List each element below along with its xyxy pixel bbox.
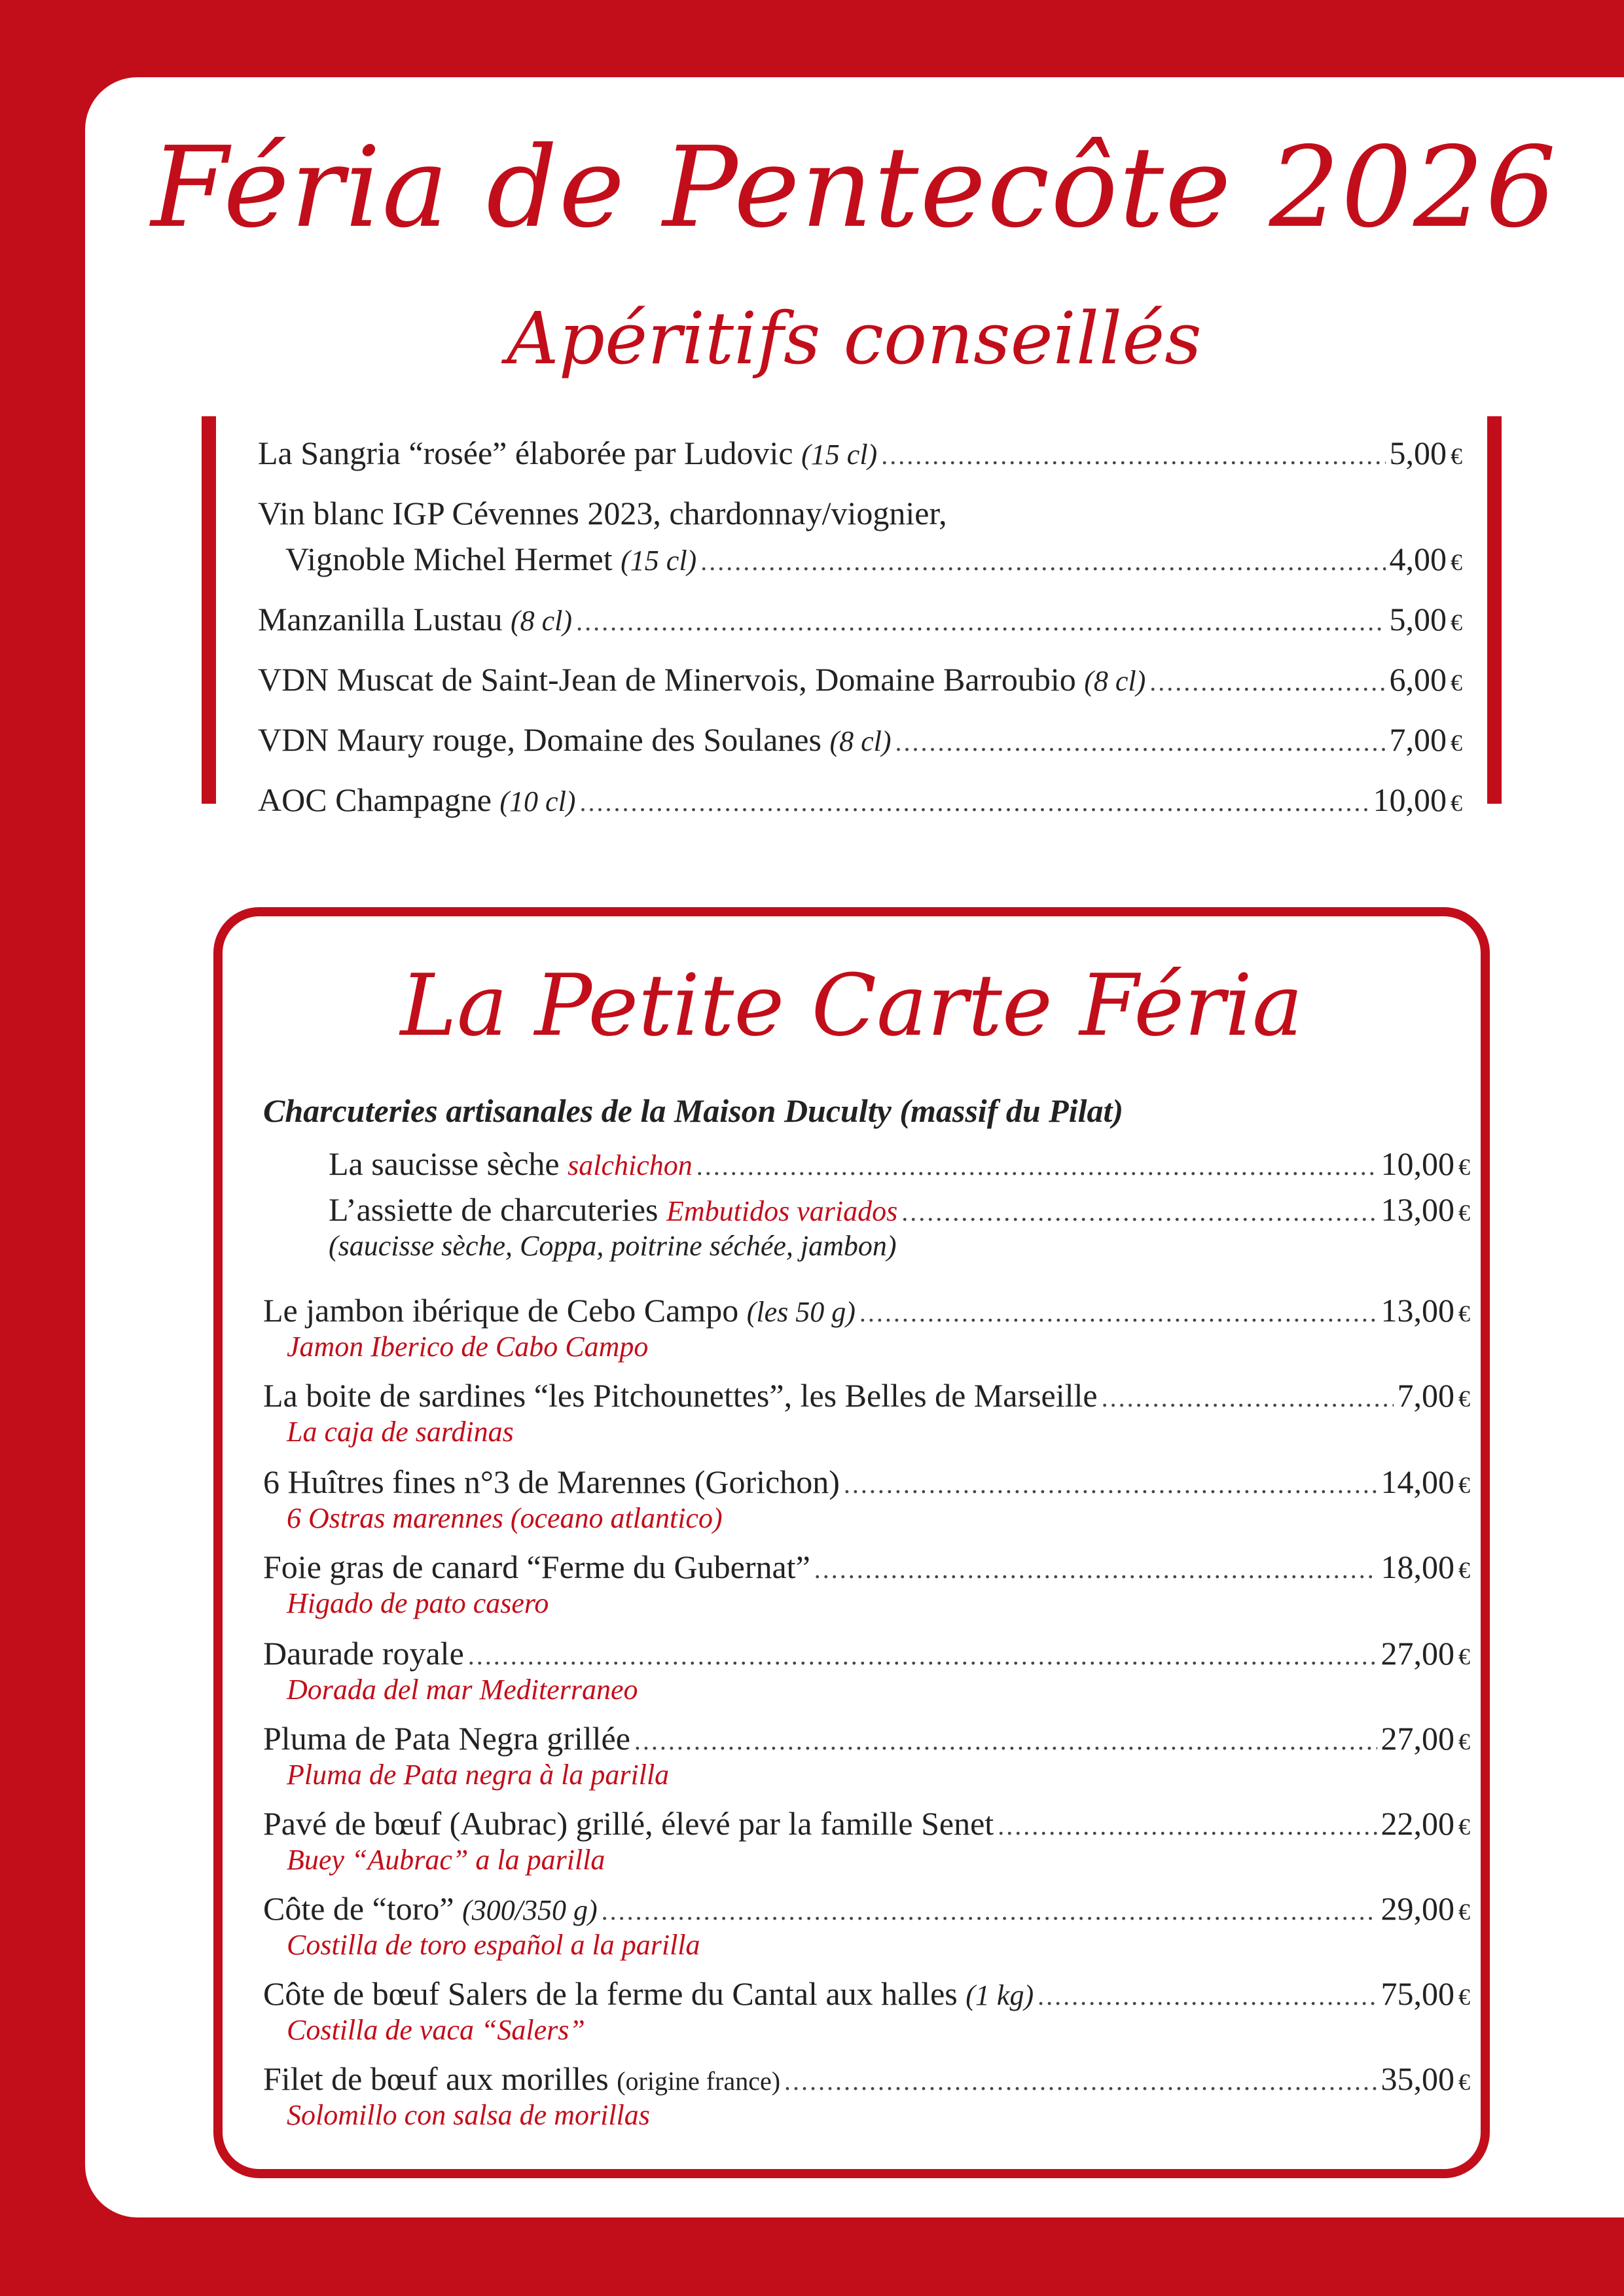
item-name: AOC Champagne [258, 781, 492, 818]
currency-symbol: € [1458, 1300, 1470, 1327]
item-price: 75,00 [1380, 1975, 1454, 2012]
list-item [258, 720, 1462, 759]
item-price: 7,00 [1397, 1377, 1454, 1414]
item-spanish: Jamon Iberico de Cabo Campo [287, 1331, 649, 1363]
item-price: 14,00 [1380, 1463, 1454, 1500]
petite-carte-box [213, 907, 1490, 2178]
dot-leader [859, 1297, 1377, 1329]
currency-symbol: € [1451, 549, 1462, 575]
item-volume: (8 cl) [829, 725, 892, 757]
list-item [258, 539, 1462, 579]
dot-leader [700, 546, 1385, 577]
currency-symbol: € [1458, 1386, 1470, 1412]
item-name: La saucisse sèche [329, 1145, 560, 1182]
currency-symbol: € [1451, 609, 1462, 636]
item-spanish: Pluma de Pata negra à la parilla [287, 1759, 670, 1791]
list-item [329, 1144, 1470, 1183]
item-spanish: Higado de pato casero [287, 1587, 549, 1619]
item-name: Côte de bœuf Salers de la ferme du Cantal aux halles [263, 1975, 958, 2012]
item-spanish: Solomillo con salsa de morillas [287, 2099, 650, 2131]
dot-leader [1102, 1382, 1394, 1414]
list-item [258, 660, 1462, 699]
item-spanish: Costilla de toro español a la parilla [287, 1929, 700, 1961]
item-price: 5,00 [1389, 601, 1447, 637]
page-title: Féria de Pentecôte 2026 [151, 123, 1558, 253]
item-price: 27,00 [1380, 1635, 1454, 1672]
item-price: 22,00 [1380, 1805, 1454, 1842]
list-item [258, 600, 1462, 639]
item-volume: (les 50 g) [746, 1296, 856, 1328]
item-name: VDN Maury rouge, Domaine des Soulanes [258, 721, 821, 758]
item-volume: (300/350 g) [462, 1894, 598, 1926]
item-price: 35,00 [1380, 2060, 1454, 2097]
item-spanish: salchichon [568, 1149, 693, 1181]
item-name: Vignoble Michel Hermet [285, 541, 613, 577]
dot-leader [881, 440, 1385, 471]
item-price: 10,00 [1380, 1145, 1454, 1182]
list-item [263, 1804, 1470, 1878]
currency-symbol: € [1458, 1643, 1470, 1670]
list-item [263, 1462, 1470, 1536]
item-volume: (8 cl) [1084, 665, 1146, 697]
item-price: 13,00 [1380, 1292, 1454, 1329]
item-name: VDN Muscat de Saint-Jean de Minervois, Domaine Barroubio [258, 661, 1076, 698]
item-volume: (1 kg) [965, 1979, 1034, 2011]
dot-leader [998, 1810, 1377, 1842]
currency-symbol: € [1458, 1814, 1470, 1840]
list-item [263, 1291, 1470, 1365]
dot-leader [1149, 666, 1385, 698]
currency-symbol: € [1458, 1200, 1470, 1226]
list-item [258, 433, 1462, 473]
item-detail: (saucisse sèche, Coppa, poitrine séchée, jambon) [329, 1230, 897, 1262]
currency-symbol: € [1451, 670, 1462, 696]
list-item [263, 1547, 1470, 1621]
aperitifs-heading: Apéritifs conseillés [507, 296, 1202, 380]
aperitifs-list [202, 416, 1502, 818]
dot-leader [634, 1725, 1377, 1757]
currency-symbol: € [1458, 1984, 1470, 2010]
list-item-line1 [258, 493, 1462, 533]
item-name: Foie gras de canard “Ferme du Gubernat” [263, 1549, 810, 1585]
dot-leader [814, 1554, 1377, 1585]
item-spanish: La caja de sardinas [287, 1416, 514, 1448]
currency-symbol: € [1458, 2069, 1470, 2095]
item-origin: (origine france) [617, 2066, 781, 2096]
dot-leader [895, 726, 1386, 758]
item-price: 13,00 [1380, 1191, 1454, 1228]
currency-symbol: € [1458, 1729, 1470, 1755]
dot-leader [579, 787, 1369, 818]
item-volume: (10 cl) [499, 785, 576, 817]
currency-symbol: € [1451, 790, 1462, 816]
carte-title: La Petite Carte Féria [400, 956, 1303, 1055]
item-spanish: 6 Ostras marennes (oceano atlantico) [287, 1502, 723, 1534]
currency-symbol: € [1458, 1557, 1470, 1583]
list-item [263, 1974, 1470, 2048]
item-name: 6 Huîtres fines n°3 de Marennes (Gorichon) [263, 1463, 840, 1500]
currency-symbol: € [1458, 1899, 1470, 1925]
list-item [263, 2059, 1470, 2133]
item-name: La Sangria “rosée” élaborée par Ludovic [258, 435, 793, 471]
item-price: 29,00 [1380, 1890, 1454, 1927]
item-name: Daurade royale [263, 1635, 464, 1672]
currency-symbol: € [1458, 1154, 1470, 1180]
dot-leader [696, 1151, 1377, 1182]
item-name: Manzanilla Lustau [258, 601, 503, 637]
item-volume: (15 cl) [801, 439, 878, 471]
item-price: 18,00 [1380, 1549, 1454, 1585]
currency-symbol: € [1451, 443, 1462, 469]
item-volume: (15 cl) [621, 545, 697, 577]
currency-symbol: € [1451, 730, 1462, 756]
item-price: 6,00 [1389, 661, 1447, 698]
dot-leader [901, 1196, 1377, 1228]
item-price: 7,00 [1389, 721, 1447, 758]
dot-leader [602, 1895, 1377, 1927]
item-spanish: Dorada del mar Mediterraneo [287, 1674, 638, 1706]
item-price: 4,00 [1389, 541, 1447, 577]
item-name: Le jambon ibérique de Cebo Campo [263, 1292, 739, 1329]
item-price: 10,00 [1373, 781, 1447, 818]
menu-page [85, 77, 1624, 2217]
item-name: Pavé de bœuf (Aubrac) grillé, élevé par la famille Senet [263, 1805, 994, 1842]
section-heading: Charcuteries artisanales de la Maison Duculty (massif du Pilat) [263, 1092, 1124, 1129]
dot-leader [1038, 1981, 1377, 2012]
dot-leader [468, 1640, 1377, 1672]
item-price: 27,00 [1380, 1720, 1454, 1757]
item-spanish: Buey “Aubrac” a la parilla [287, 1844, 605, 1876]
item-name: Pluma de Pata Negra grillée [263, 1720, 630, 1757]
item-name: L’assiette de charcuteries [329, 1191, 659, 1228]
item-spanish: Embutidos variados [666, 1195, 898, 1227]
item-volume: (8 cl) [511, 605, 573, 637]
list-item [263, 1719, 1470, 1793]
list-item [263, 1889, 1470, 1963]
item-price: 5,00 [1389, 435, 1447, 471]
dot-leader [576, 606, 1385, 637]
list-item [329, 1190, 1470, 1264]
item-spanish: Costilla de vaca “Salers” [287, 2014, 585, 2046]
item-name: La boite de sardines “les Pitchounettes”, les Belles de Marseille [263, 1377, 1098, 1414]
list-item [258, 780, 1462, 819]
list-item [263, 1376, 1470, 1450]
item-name-line1: Vin blanc IGP Cévennes 2023, chardonnay/viognier, [258, 495, 947, 531]
dot-leader [784, 2066, 1377, 2097]
list-item [263, 1634, 1470, 1708]
item-name: Filet de bœuf aux morilles [263, 2060, 609, 2097]
dot-leader [844, 1469, 1377, 1500]
item-name: Côte de “toro” [263, 1890, 454, 1927]
currency-symbol: € [1458, 1472, 1470, 1498]
